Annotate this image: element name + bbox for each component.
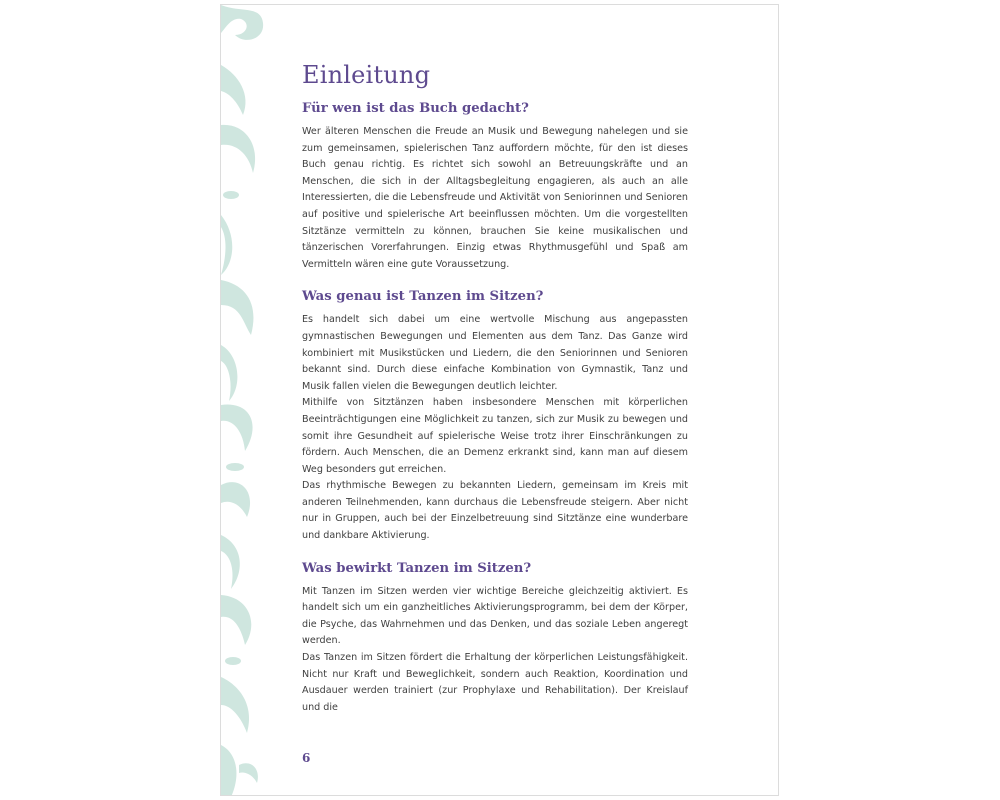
page-number: 6 (302, 751, 311, 765)
section-what-is (302, 289, 688, 544)
section-heading: Was genau ist Tanzen im Sitzen? (302, 289, 544, 305)
chapter-title: Einleitung (302, 61, 431, 89)
paragraph: Es handelt sich dabei um eine wertvolle Mischung aus angepassten gymnastischen Bewegungen und Elementen aus dem Tanz. Das Ganze wird kombiniert mit Musikstücken und Liedern, die den Seniorinnen und Senioren bekannt sind. Durch diese einfache Kombination von Gymnastik, Tanz und Musik fallen vielen die Bewegungen deutlich leichter. (302, 314, 688, 392)
paragraph: Mithilfe von Sitztänzen haben insbesondere Menschen mit körperlichen Beeinträchtigungen eine Möglichkeit zu tanzen, sich zur Musik zu bewegen und somit ihre Gesundheit auf spielerische Weise trotz ihrer Einschränkungen zu fördern. Auch Menschen, die an Demenz erkrankt sind, kann man auf diesem Weg besonders gut erreichen. (302, 397, 688, 475)
book-page (220, 4, 779, 796)
section-heading: Für wen ist das Buch gedacht? (302, 101, 529, 116)
paragraph: Das Tanzen im Sitzen fördert die Erhaltung der körperlichen Leistungsfähigkeit. Nicht nur Kraft und Beweglichkeit, sondern auch Reaktion, Koordination und Ausdauer werden trainiert (zur Prophylaxe und Rehabilitation). Der Kreislauf und die (302, 652, 688, 713)
floral-ornament (221, 5, 281, 796)
paragraph: Mit Tanzen im Sitzen werden vier wichtige Bereiche gleichzeitig aktiviert. Es handelt sich um ein ganzheitliches Aktivierungsprogramm, bei dem der Körper, die Psyche, das Wahrnehmen und das Denken, und das soziale Leben angeregt werden. (302, 585, 688, 647)
section-effects (302, 561, 688, 717)
paragraph: Das rhythmische Bewegen zu bekannten Liedern, gemeinsam im Kreis mit anderen Teilnehmenden, kann durchaus die Lebensfreude steigern. Aber nicht nur in Gruppen, auch bei der Einzelbetreuung sind Sitztänze eine wunderbare und dankbare Aktivierung. (302, 480, 688, 542)
page-content (302, 61, 688, 732)
section-for-whom (302, 101, 688, 273)
paragraph: Wer älteren Menschen die Freude an Musik und Bewegung nahelegen und sie zum gemeinsamen, spielerischen Tanz auffordern möchte, für den ist dieses Buch genau richtig. Es richtet sich sowohl an Betreuungskräfte und an Menschen, die sich in der Alltagsbegleitung engagieren, als auch an alle Interessierten, die die Lebensfreude und Aktivität von Seniorinnen und Senioren auf positive und spielerische Art beeinflussen möchten. Um die vorgestellten Sitztänze vermitteln zu können, brauchen Sie keine musikalischen und tänzerischen Vorerfahrungen. Einzig etwas Rhythmusgefühl und Spaß am Vermitteln wären eine gute Voraussetzung. (302, 126, 688, 270)
section-heading: Was bewirkt Tanzen im Sitzen? (302, 560, 532, 576)
